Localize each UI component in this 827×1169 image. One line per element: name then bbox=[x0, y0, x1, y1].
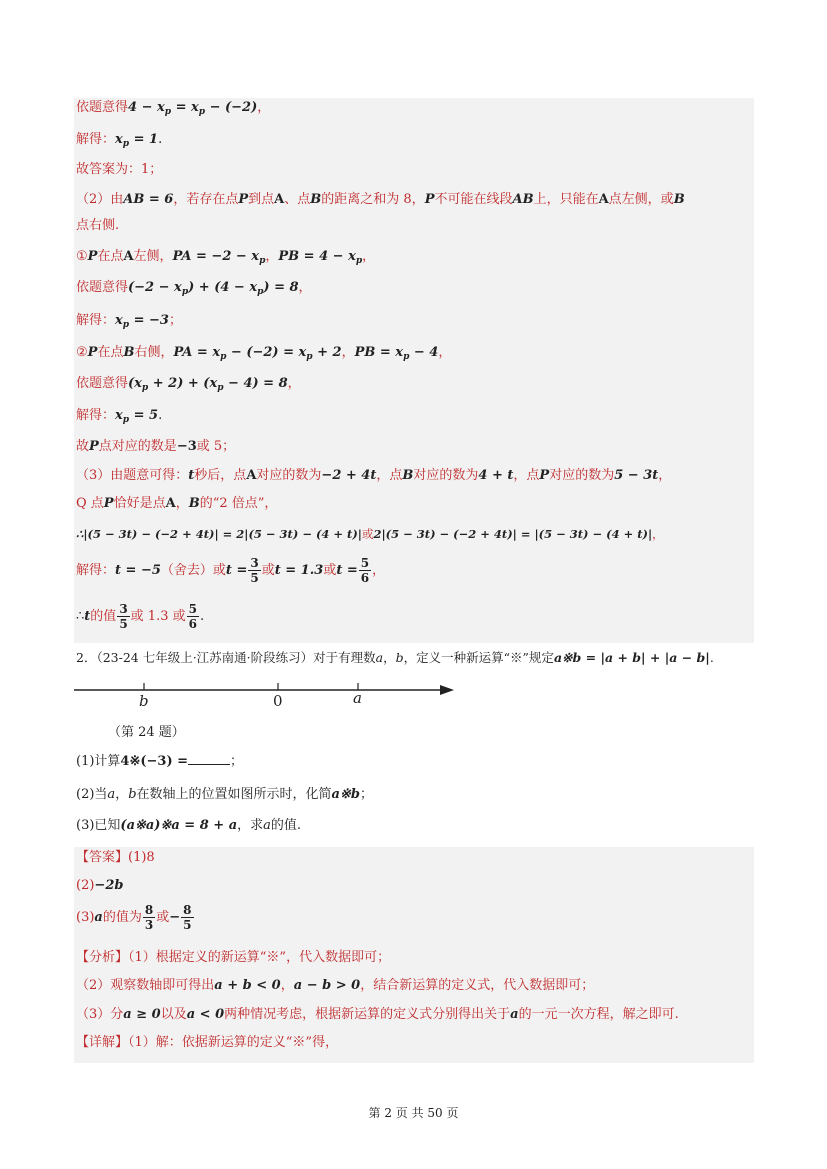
denominator: 6 bbox=[360, 571, 370, 585]
equation: $x_p = -3$ bbox=[115, 313, 169, 330]
text: （3）分 bbox=[76, 1007, 124, 1022]
answer-line bbox=[76, 948, 390, 968]
text: ， bbox=[265, 249, 279, 264]
text: （1）根据定义的新运算“※”，代入数据即可； bbox=[128, 950, 391, 965]
answer-tag: 【答案】 bbox=[76, 850, 129, 865]
math: a bbox=[263, 818, 271, 833]
text: 在点 bbox=[97, 249, 124, 264]
equation: PA = $-2 - x_p$ bbox=[172, 249, 266, 266]
text: ，点 bbox=[376, 468, 403, 483]
text: 或 bbox=[361, 527, 374, 541]
fraction bbox=[359, 556, 371, 585]
math: t = bbox=[225, 563, 248, 578]
solution-line bbox=[76, 311, 182, 335]
math: 5 − 3t bbox=[614, 468, 659, 483]
math: −2 + 4t bbox=[321, 468, 377, 483]
math: a※b bbox=[331, 787, 360, 802]
math: t bbox=[188, 468, 195, 483]
equation: $x_p = 5$ bbox=[115, 408, 159, 425]
text: 左侧， bbox=[133, 249, 173, 264]
math: B bbox=[188, 496, 200, 511]
number-line-figure bbox=[74, 676, 454, 710]
number-line-label-b: b bbox=[139, 692, 149, 710]
text: 解得： bbox=[76, 313, 116, 328]
text: ， bbox=[341, 345, 355, 360]
fraction bbox=[143, 903, 155, 932]
text: 依题意得 bbox=[76, 100, 129, 115]
math: P bbox=[89, 439, 99, 454]
text: 解得： bbox=[76, 408, 116, 423]
text: 点左侧，或 bbox=[608, 192, 674, 207]
arrow-icon bbox=[440, 685, 454, 695]
equation: $(x_p + 2) + (x_p - 4) = 8$ bbox=[128, 376, 288, 393]
fraction bbox=[248, 556, 260, 585]
answer-line bbox=[76, 1033, 338, 1053]
text: ，定义一种新运算“※”规定 bbox=[403, 650, 554, 665]
solution-line bbox=[76, 216, 119, 236]
figure-caption: （第 24 题） bbox=[108, 725, 185, 740]
math: A bbox=[246, 468, 257, 483]
solution-line bbox=[76, 160, 162, 180]
math: P bbox=[539, 468, 550, 483]
text: ，若存在点 bbox=[173, 192, 239, 207]
text: （3）由题意可得： bbox=[76, 468, 189, 483]
answer-line bbox=[76, 876, 123, 896]
text: （2）观察数轴即可得出 bbox=[76, 978, 215, 993]
numerator: 5 bbox=[188, 602, 197, 616]
text: ， bbox=[372, 563, 386, 578]
text: 对应的数为 bbox=[549, 468, 615, 483]
text: 或 5； bbox=[196, 439, 236, 454]
number-line-label-zero: 0 bbox=[273, 692, 283, 710]
text: 到点 bbox=[248, 192, 275, 207]
math: A bbox=[274, 192, 285, 207]
text: 、点 bbox=[284, 192, 311, 207]
text: 以及 bbox=[160, 1007, 187, 1022]
math: P bbox=[103, 496, 114, 511]
text: （1）解：依据新运算的定义“※”得， bbox=[128, 1035, 339, 1050]
math: P bbox=[424, 192, 435, 207]
solution-line bbox=[76, 247, 375, 271]
math: t = −5 bbox=[115, 563, 161, 578]
text: 或 1.3 或 bbox=[130, 609, 186, 624]
text: 的值. bbox=[270, 818, 302, 833]
denominator: 6 bbox=[188, 617, 197, 631]
math: P bbox=[87, 345, 98, 360]
text: ， bbox=[280, 978, 294, 993]
text: 点对应的数是 bbox=[98, 439, 177, 454]
text: 依题意得 bbox=[76, 376, 129, 391]
math: 4 + t bbox=[478, 468, 514, 483]
equation: (a※a)※a = 8 + a bbox=[120, 818, 238, 833]
text: ； bbox=[359, 787, 373, 802]
text: （舍去）或 bbox=[160, 563, 226, 578]
answer-line bbox=[76, 976, 594, 996]
math: t = bbox=[336, 563, 358, 578]
text: 故 bbox=[76, 439, 90, 454]
text: 右侧， bbox=[134, 345, 174, 360]
numerator: 3 bbox=[250, 556, 259, 570]
text: 的一元一次方程，解之即可. bbox=[518, 1007, 679, 1022]
definition-formula: a※b = |a + b| + |a − b| bbox=[553, 650, 710, 665]
solution-line bbox=[76, 524, 664, 544]
solution-line bbox=[76, 554, 385, 588]
question-part bbox=[76, 752, 243, 772]
equation: PB = $x_p - 4$ bbox=[354, 345, 439, 362]
text: . bbox=[158, 408, 163, 423]
text: 或 bbox=[323, 563, 337, 578]
denominator: 5 bbox=[183, 918, 192, 932]
fraction bbox=[187, 602, 199, 631]
text: （2）由 bbox=[76, 192, 124, 207]
text: 的值 bbox=[90, 609, 117, 624]
text: ， bbox=[298, 280, 312, 295]
numerator: 5 bbox=[360, 556, 370, 570]
numerator: 8 bbox=[144, 903, 154, 917]
math: AB = 6 bbox=[123, 192, 174, 207]
text: ， bbox=[383, 650, 396, 665]
solution-line bbox=[76, 600, 204, 634]
equation: 4※(−3) = bbox=[120, 754, 189, 769]
text: 的“2 倍点”， bbox=[199, 496, 278, 511]
text: 点右侧. bbox=[76, 218, 120, 233]
number-line-label-a: a bbox=[353, 689, 362, 707]
text: . bbox=[158, 132, 163, 147]
math: b bbox=[128, 787, 137, 802]
math: −3 bbox=[176, 439, 197, 454]
solution-line bbox=[76, 437, 235, 457]
equation: $x_p = 1$ bbox=[115, 132, 159, 149]
question-statement bbox=[76, 648, 714, 668]
detail-tag: 【详解】 bbox=[76, 1035, 129, 1050]
math: a < 0 bbox=[186, 1007, 225, 1022]
math: B bbox=[310, 192, 322, 207]
solution-line bbox=[76, 494, 277, 514]
math: A bbox=[165, 496, 176, 511]
text: ， bbox=[362, 249, 376, 264]
text: 或 bbox=[261, 563, 275, 578]
answer-line bbox=[76, 900, 195, 936]
solution-line bbox=[76, 98, 270, 122]
text: ； bbox=[230, 754, 244, 769]
text: 依题意得 bbox=[76, 280, 129, 295]
solution-line bbox=[76, 374, 301, 398]
text: 两种情况考虑，根据新运算的定义式分别得出关于 bbox=[224, 1007, 511, 1022]
text: ， bbox=[438, 345, 452, 360]
text: ， bbox=[175, 496, 189, 511]
solution-line bbox=[76, 190, 685, 210]
text: 解得： bbox=[76, 132, 116, 147]
text: 不可能在线段 bbox=[434, 192, 513, 207]
text: 的距离之和为 8， bbox=[321, 192, 425, 207]
text: ， bbox=[658, 468, 672, 483]
answer-line bbox=[76, 848, 155, 868]
math: a + b < 0 bbox=[214, 978, 281, 993]
math: a bbox=[107, 787, 116, 802]
math: A bbox=[123, 249, 134, 264]
text: ，结合新运算的定义式，代入数据即可； bbox=[360, 978, 595, 993]
math: −2b bbox=[94, 878, 124, 893]
text: 的值为 bbox=[102, 910, 142, 925]
answer-line bbox=[76, 1005, 679, 1025]
text: 故答案为：1； bbox=[76, 162, 163, 177]
text: ， bbox=[287, 376, 301, 391]
math: B bbox=[673, 192, 685, 207]
math: A bbox=[598, 192, 609, 207]
question-part bbox=[76, 816, 301, 836]
text: ，求 bbox=[237, 818, 264, 833]
text: 在点 bbox=[97, 345, 124, 360]
text: Q 点 bbox=[76, 496, 104, 511]
solution-line bbox=[76, 278, 312, 302]
numerator: 3 bbox=[119, 602, 128, 616]
math: a − b > 0 bbox=[293, 978, 361, 993]
question-part bbox=[76, 785, 373, 805]
fraction bbox=[181, 903, 193, 932]
denominator: 5 bbox=[250, 571, 259, 585]
equation: ∴|(5 − 3t) − (−2 + 4t)| = 2|(5 − 3t) − (4 + t)| bbox=[76, 527, 362, 541]
math: B bbox=[402, 468, 414, 483]
text: 对应的数为 bbox=[413, 468, 479, 483]
solution-line bbox=[76, 343, 451, 367]
text: 在数轴上的位置如图所示时，化简 bbox=[136, 787, 332, 802]
math: − bbox=[169, 910, 181, 925]
text: 2．（23-24 七年级上·江苏南通·阶段练习）对于有理数 bbox=[76, 650, 376, 665]
text: 上，只能在 bbox=[533, 192, 599, 207]
text: (2) bbox=[76, 878, 95, 893]
analysis-tag: 【分析】 bbox=[76, 950, 129, 965]
fraction bbox=[117, 602, 129, 631]
text: ， bbox=[652, 527, 664, 541]
math: AB bbox=[512, 192, 534, 207]
math: B bbox=[123, 345, 135, 360]
text: . bbox=[199, 609, 205, 624]
math: a ≥ 0 bbox=[123, 1007, 161, 1022]
text: ① bbox=[76, 249, 88, 264]
equation: PB = $4 - x_p$ bbox=[278, 249, 363, 266]
solution-line bbox=[76, 130, 162, 154]
math: P bbox=[238, 192, 249, 207]
text: 或 bbox=[156, 910, 170, 925]
numerator: 8 bbox=[183, 903, 192, 917]
text: (2)当 bbox=[76, 787, 108, 802]
text: ， bbox=[257, 100, 271, 115]
equation: 2|(5 − 3t) − (−2 + 4t)| = |(5 − 3t) − (4 + t)| bbox=[373, 527, 653, 541]
text: 对应的数为 bbox=[256, 468, 322, 483]
text: 秒后，点 bbox=[194, 468, 247, 483]
math: a bbox=[94, 910, 103, 925]
text: ， bbox=[115, 787, 129, 802]
text: (3)已知 bbox=[76, 818, 121, 833]
text: (1)计算 bbox=[76, 754, 121, 769]
text: (3) bbox=[76, 910, 95, 925]
denominator: 3 bbox=[144, 918, 154, 932]
math: t = 1.3 bbox=[274, 563, 324, 578]
text: (1)8 bbox=[128, 850, 155, 865]
math: P bbox=[87, 249, 98, 264]
text: ，点 bbox=[513, 468, 540, 483]
text: . bbox=[709, 650, 714, 665]
solution-line bbox=[76, 406, 162, 430]
text: 恰好是点 bbox=[113, 496, 166, 511]
text: 解得： bbox=[76, 563, 116, 578]
text: ② bbox=[76, 345, 88, 360]
text: ∴ bbox=[76, 609, 85, 624]
page-footer: 第 2 页 共 50 页 bbox=[368, 1106, 459, 1120]
equation: PA = $x_p - (-2) = x_p + 2$ bbox=[173, 345, 342, 362]
math: a bbox=[375, 650, 384, 665]
equation: $4 - x_p = x_p - (-2)$ bbox=[128, 100, 258, 117]
equation: $(-2 - x_p) + (4 - x_p) = 8$ bbox=[128, 280, 299, 297]
math: t bbox=[84, 609, 91, 624]
text: ； bbox=[168, 313, 182, 328]
solution-line bbox=[76, 466, 671, 486]
math: b bbox=[395, 650, 404, 665]
answer-blank[interactable] bbox=[188, 752, 230, 765]
math: a bbox=[510, 1007, 519, 1022]
denominator: 5 bbox=[119, 617, 128, 631]
